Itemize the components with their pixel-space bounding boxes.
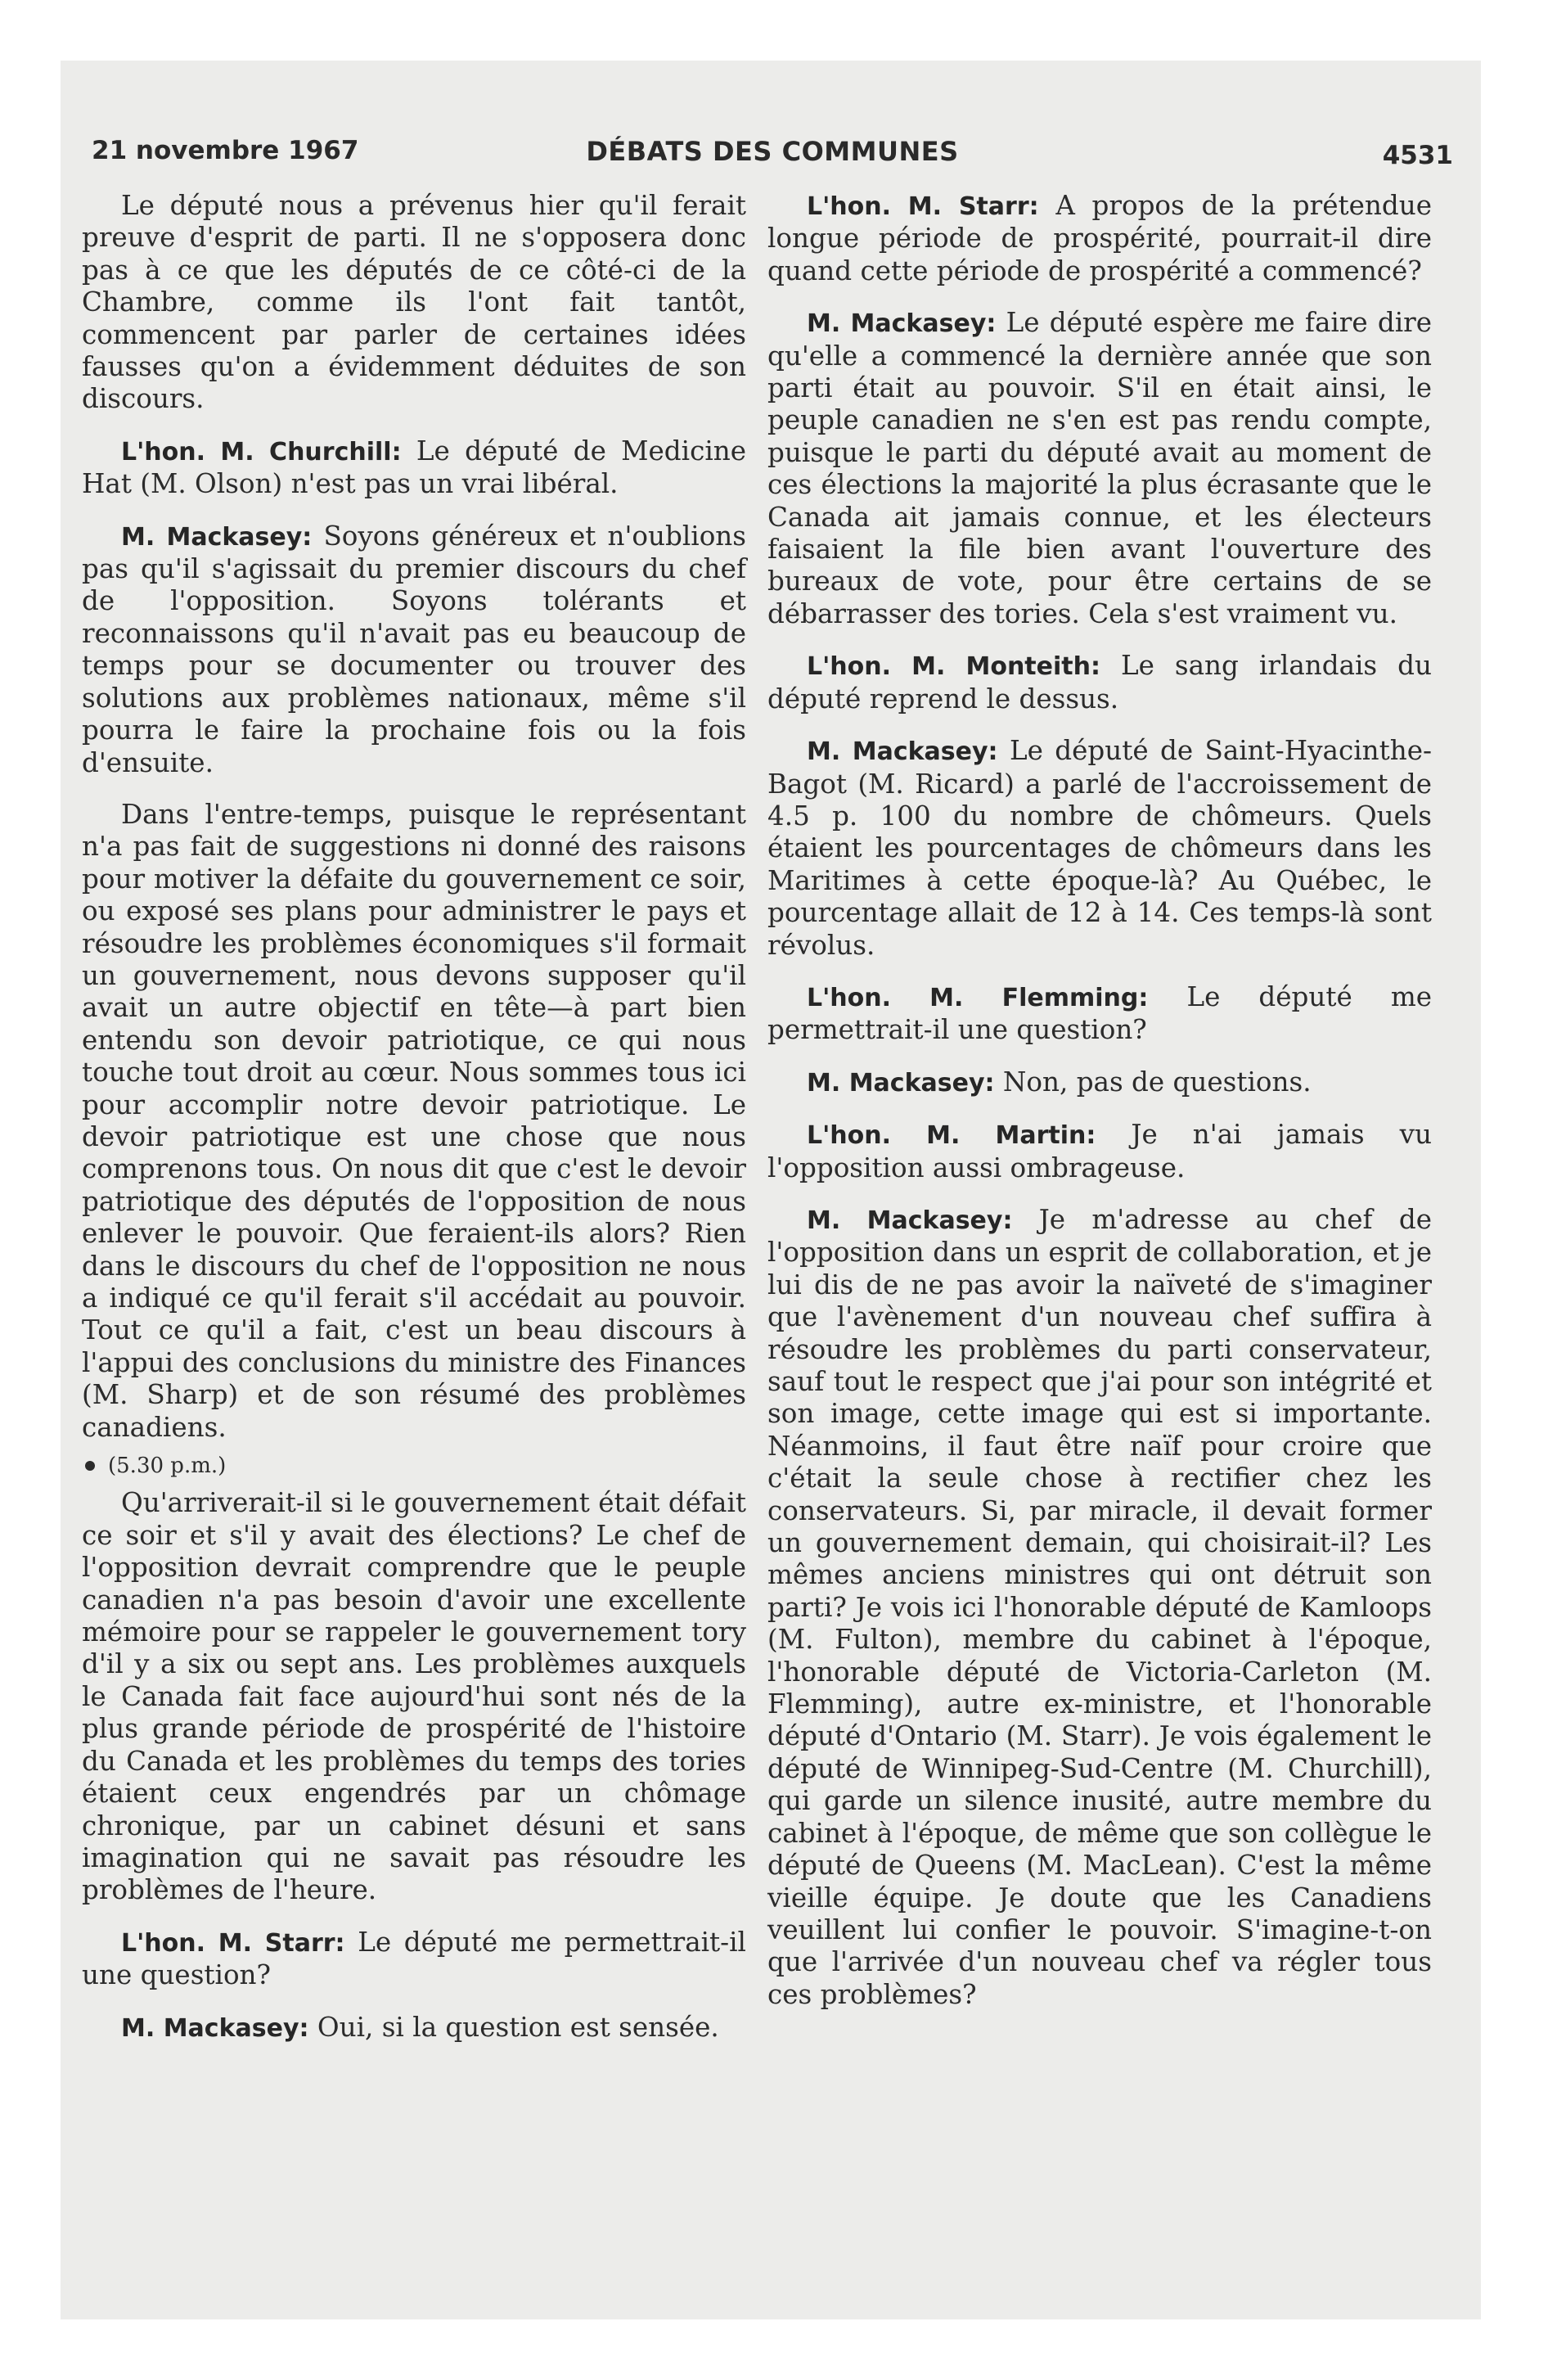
speaker-name: M. Mackasey: bbox=[807, 1068, 995, 1098]
speaker-name: L'hon. M. Churchill: bbox=[121, 437, 402, 467]
paragraph-text: Oui, si la question est sensée. bbox=[317, 2011, 719, 2043]
left-column bbox=[82, 190, 746, 2064]
paragraph-text: Le sang irlandais du député reprend le dessus. bbox=[767, 650, 1432, 714]
time-stamp: (5.30 p.m.) bbox=[108, 1454, 227, 1479]
paragraph bbox=[82, 190, 746, 416]
paragraph bbox=[767, 981, 1432, 1047]
header-date: 21 novembre 1967 bbox=[92, 136, 359, 165]
time-marker bbox=[82, 1450, 746, 1482]
speaker-name: L'hon. M. Monteith: bbox=[807, 652, 1100, 682]
paragraph-text: Je m'adresse au chef de l'opposition dans un esprit de collaboration, et je lui dis de ne pas avoir la naïveté de s'imaginer que l'avènement d'un nouveau chef suffira à résoudre les problèmes du parti conservateur, sauf tout le respect que j'ai pour son intégrité et son image, cette image qui est si importante. Néanmoins, il faut être naïf pour croire que c'était la seule chose à rectifier chez les conservateurs. Si, par miracle, il devait former un gouvernement demain, qui choisirait-il? Les mêmes anciens ministres qui ont détruit son parti? Je vois ici l'honorable député de Kamloops (M. Fulton), membre du cabinet à l'époque, l'honorable député de Victoria-Carleton (M. Flemming), autre ex-ministre, et l'honorable député d'Ontario (M. Starr). Je vois également le député de Winnipeg-Sud-Centre (M. Churchill), qui garde un silence inusité, autre membre du cabinet à l'époque, de même que son collègue le député de Queens (M. MacLean). C'est la même vieille équipe. Je doute que les Canadiens veuillent lui confier le pouvoir. S'imagine-t-on que l'arrivée d'un nouveau chef va régler tous ces problèmes? bbox=[767, 1203, 1432, 2010]
paragraph-text: Le député me permettrait-il une question? bbox=[767, 980, 1433, 1046]
page-header bbox=[92, 136, 1453, 177]
paragraph bbox=[82, 521, 746, 779]
speaker-name: L'hon. M. Starr: bbox=[121, 1928, 345, 1958]
paragraph-text: Le député de Saint-Hyacinthe-Bagot (M. Ricard) a parlé de l'accroissement de 4.5 p. 100 du nombre de chômeurs. Quels étaient les pourcentages de chômeurs dans les Maritimes à cette époque-là? Au Québec, le pourcentage allait de 12 à 14. Ces temps-là sont révolus. bbox=[767, 735, 1432, 961]
speaker-name: M. Mackasey: bbox=[807, 309, 997, 339]
paragraph-text: Le député nous a prévenus hier qu'il ferait preuve d'esprit de parti. Il ne s'opposera donc pas à ce que les députés de ce côté-ci de la Chambre, comme ils l'ont fait tantôt, commencent par parler de certaines idées fausses qu'on a évidemment déduites de son discours. bbox=[82, 190, 746, 415]
speaker-name: L'hon. M. Martin: bbox=[807, 1121, 1096, 1151]
right-column bbox=[767, 190, 1432, 2031]
document-page bbox=[61, 61, 1481, 2319]
paragraph bbox=[767, 650, 1432, 715]
paragraph bbox=[82, 1927, 746, 1992]
paragraph-text: Soyons généreux et n'oublions pas qu'il s'agissait du premier discours du chef de l'opposition. Soyons tolérants et reconnaissons qu'il n'avait pas eu beaucoup de temps pour se documenter ou trouver des solutions aux problèmes nationaux, même s'il pourra le faire la prochaine fois ou la fois d'ensuite. bbox=[82, 520, 747, 778]
paragraph-text: Je n'ai jamais vu l'opposition aussi ombrageuse. bbox=[767, 1119, 1432, 1183]
paragraph bbox=[767, 190, 1432, 287]
speaker-name: M. Mackasey: bbox=[807, 1206, 1013, 1235]
header-page-number: 4531 bbox=[1382, 141, 1453, 170]
paragraph-text: Qu'arriverait-il si le gouvernement était défait ce soir et s'il y avait des élections? Le chef de l'opposition devrait comprendre que le peuple canadien n'a pas besoin d'avoir une excellente mémoire pour se rappeler le gouvernement tory d'il y a six ou sept ans. Les problèmes auxquels le Canada fait face aujourd'hui sont nés de la plus grande période de prospérité de l'histoire du Canada et les problèmes du temps des tories étaient ceux engendrés par un chômage chronique, par un cabinet désuni et sans imagination qui ne savait pas résoudre les problèmes de l'heure. bbox=[82, 1487, 746, 1906]
paragraph-text: Non, pas de questions. bbox=[1002, 1066, 1312, 1098]
paragraph bbox=[767, 307, 1432, 630]
header-title: DÉBATS DES COMMUNES bbox=[586, 136, 959, 167]
paragraph bbox=[82, 2012, 746, 2044]
bullet-icon bbox=[85, 1461, 95, 1471]
paragraph-text: Le député espère me faire dire qu'elle a commencé la dernière année que son parti était au pouvoir. S'il en était ainsi, le peuple canadien ne s'en est pas rendu compte, puisque le parti du député avait au moment de ces élections la majorité la plus écrasante que le Canada ait jamais connue, et les électeurs faisaient la file bien avant l'ouverture des bureaux de vote, pour être certains de se débarrasser des tories. Cela s'est vraiment vu. bbox=[767, 307, 1432, 629]
paragraph-text: Dans l'entre-temps, puisque le représentant n'a pas fait de suggestions ni donné des raisons pour motiver la défaite du gouvernement ce soir, ou exposé ses plans pour administrer le pays et résoudre les problèmes économiques s'il formait un gouvernement, nous devons supposer qu'il avait un autre objectif en tête—à part bien entendu son devoir patriotique, ce qui nous touche tout droit au cœur. Nous sommes tous ici pour accomplir notre devoir patriotique. Le devoir patriotique est une chose que nous comprenons tous. On nous dit que c'est le devoir patriotique des députés de l'opposition de nous enlever le pouvoir. Que feraient-ils alors? Rien dans le discours du chef de l'opposition ne nous a indiqué ce qu'il ferait s'il accédait au pouvoir. Tout ce qu'il a fait, c'est un beau discours à l'appui des conclusions du ministre des Finances (M. Sharp) et de son résumé des problèmes canadiens. bbox=[82, 798, 746, 1443]
paragraph bbox=[82, 1487, 746, 1906]
speaker-name: M. Mackasey: bbox=[121, 522, 313, 552]
paragraph-text: Le député me permettrait-il une question? bbox=[82, 1926, 746, 1991]
paragraph-text: Le député de Medicine Hat (M. Olson) n'est pas un vrai libéral. bbox=[82, 435, 746, 500]
paragraph bbox=[767, 1066, 1432, 1099]
speaker-name: L'hon. M. Flemming: bbox=[807, 983, 1149, 1012]
paragraph bbox=[767, 1204, 1432, 2011]
paragraph bbox=[82, 799, 746, 1444]
speaker-name: M. Mackasey: bbox=[121, 2013, 309, 2043]
paragraph-text: A propos de la prétendue longue période de prospérité, pourrait-il dire quand cette période de prospérité a commencé? bbox=[767, 190, 1432, 286]
paragraph bbox=[82, 435, 746, 501]
paragraph bbox=[767, 735, 1432, 962]
speaker-name: L'hon. M. Starr: bbox=[807, 192, 1039, 221]
speaker-name: M. Mackasey: bbox=[807, 737, 998, 767]
paragraph bbox=[767, 1119, 1432, 1184]
